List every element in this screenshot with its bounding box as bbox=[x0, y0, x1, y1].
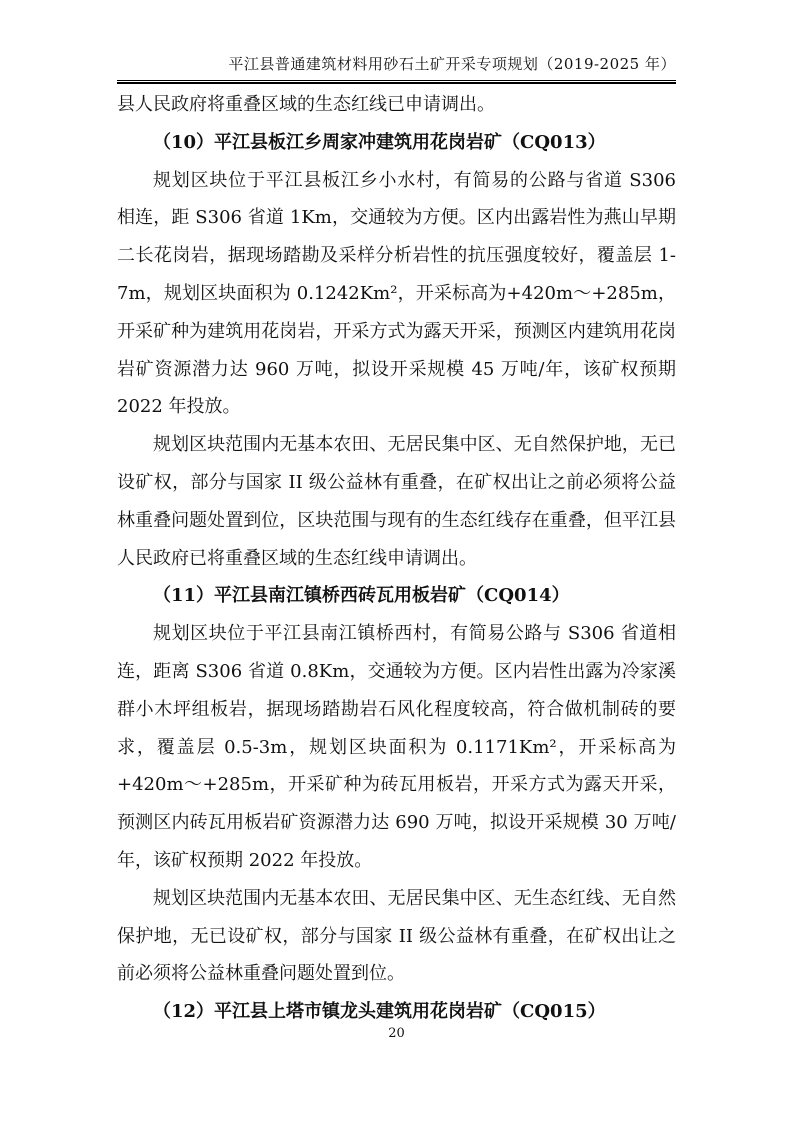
paragraph-cq013-constraints: 规划区块范围内无基本农田、无居民集中区、无自然保护地，无已设矿权，部分与国家 II 级公益林有重叠，在矿权出让之前必须将公益林重叠问题处置到位，区块范围与现有的生态红线存在重叠，但平江县人民政府已将重叠区域的生态红线申请调出。 bbox=[117, 434, 676, 569]
section-heading-cq015: （12）平江县上塔市镇龙头建筑用花岗岩矿（CQ015） bbox=[153, 1001, 606, 1023]
paragraph-continued: 县人民政府将重叠区域的生态红线已申请调出。 bbox=[117, 94, 495, 115]
section-heading-cq014: （11）平江县南江镇桥西砖瓦用板岩矿（CQ014） bbox=[153, 585, 570, 607]
page-number: 20 bbox=[388, 1026, 405, 1041]
paragraph-cq014-constraints: 规划区块范围内无基本农田、无居民集中区、无生态红线、无自然保护地，无已设矿权，部分与国家 II 级公益林有重叠，在矿权出让之前必须将公益林重叠问题处置到位。 bbox=[117, 887, 676, 985]
paragraph-cq013-description: 规划区块位于平江县板江乡小水村，有简易的公路与省道 S306 相连，距 S306 省道 1Km，交通较为方便。区内出露岩性为燕山早期二长花岗岩，据现场踏勘及采样分析岩性的抗压强度较好，覆盖层 1-7m，规划区块面积为 0.1242Km²，开采标高为+420m～+285m，开采矿种为建筑用花岗岩，开采方式为露天开采，预测区内建筑用花岗岩矿资源潜力达 960 万吨，拟设开采规模 45 万吨/年，该矿权预期 2022 年投放。 bbox=[117, 169, 676, 418]
page-footer bbox=[0, 1026, 793, 1041]
paragraph-cq014-description: 规划区块位于平江县南江镇桥西村，有简易公路与 S306 省道相连，距离 S306 省道 0.8Km，交通较为方便。区内岩性出露为冷家溪群小木坪组板岩，据现场踏勘岩石风化程度较高，符合做机制砖的要求，覆盖层 0.5-3m，规划区块面积为 0.1171Km²，开采标高为+420m～+285m，开采矿种为砖瓦用板岩，开采方式为露天开采，预测区内砖瓦用板岩矿资源潜力达 690 万吨，拟设开采规模 30 万吨/年，该矿权预期 2022 年投放。 bbox=[117, 623, 676, 871]
document-body bbox=[117, 86, 676, 1031]
header-title: 平江县普通建筑材料用砂石土矿开采专项规划（2019-2025 年） bbox=[228, 55, 676, 73]
running-header bbox=[117, 52, 676, 81]
section-heading-cq013: （10）平江县板江乡周家冲建筑用花岗岩矿（CQ013） bbox=[153, 131, 606, 153]
